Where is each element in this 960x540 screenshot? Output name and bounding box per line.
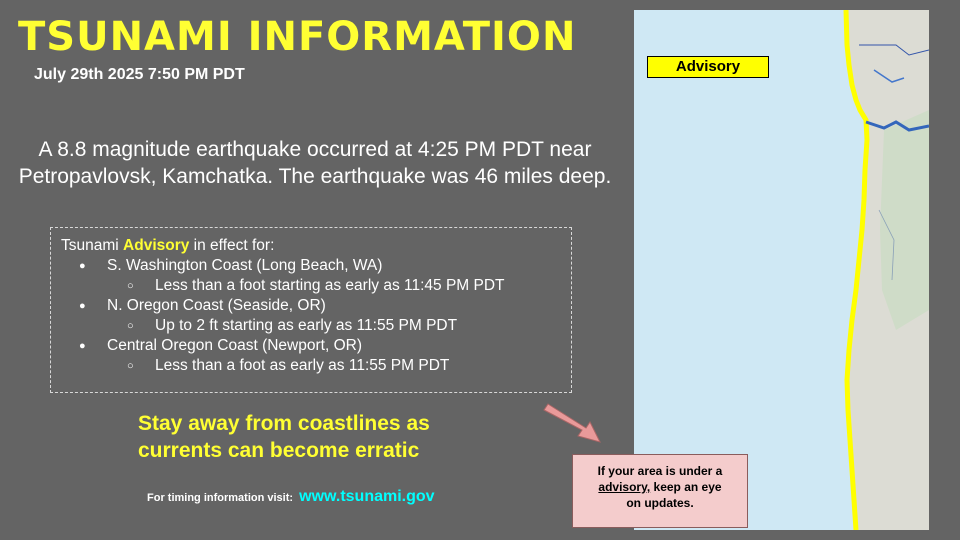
page-title: TSUNAMI INFORMATION [18,14,577,60]
forest-area [880,110,929,330]
advisory-detail-2: ○ Up to 2 ft starting as early as 11:55 PM PDT [61,316,571,336]
tsunami-gov-link[interactable]: www.tsunami.gov [299,488,435,505]
advisory-legend-label: Advisory [647,56,769,78]
advisory-keyword: Advisory [123,237,190,254]
summary-line-2: Petropavlovsk, Kamchatka. The earthquake was 46 miles deep. [18,165,612,188]
advisory-detail-1: ○ Less than a foot starting as early as 11:45 PM PDT [61,276,571,296]
timing-footer [147,488,435,506]
advisory-box [50,227,572,393]
issued-datetime: July 29th 2025 7:50 PM PDT [34,66,245,83]
advisory-area-3: ● Central Oregon Coast (Newport, OR) [61,336,571,356]
earthquake-summary [10,136,620,190]
update-callout: If your area is under a advisory, keep an eye on updates. [572,454,748,528]
coast-map [634,10,929,530]
advisory-heading: Tsunami Advisory in effect for: [61,237,275,254]
advisory-area-2: ● N. Oregon Coast (Seaside, OR) [61,296,571,316]
advisory-area-1: ● S. Washington Coast (Long Beach, WA) [61,256,571,276]
safety-warning: Stay away from coastlines as currents can become erratic [138,412,430,462]
pointer-arrow [538,400,608,446]
map-graphic [634,10,929,530]
summary-line-1: A 8.8 magnitude earthquake occurred at 4:25 PM PDT near [38,138,592,161]
callout-underlined: advisory, [598,480,651,494]
footer-text: For timing information visit: [147,492,294,504]
advisory-detail-3: ○ Less than a foot as early as 11:55 PM PDT [61,356,571,376]
